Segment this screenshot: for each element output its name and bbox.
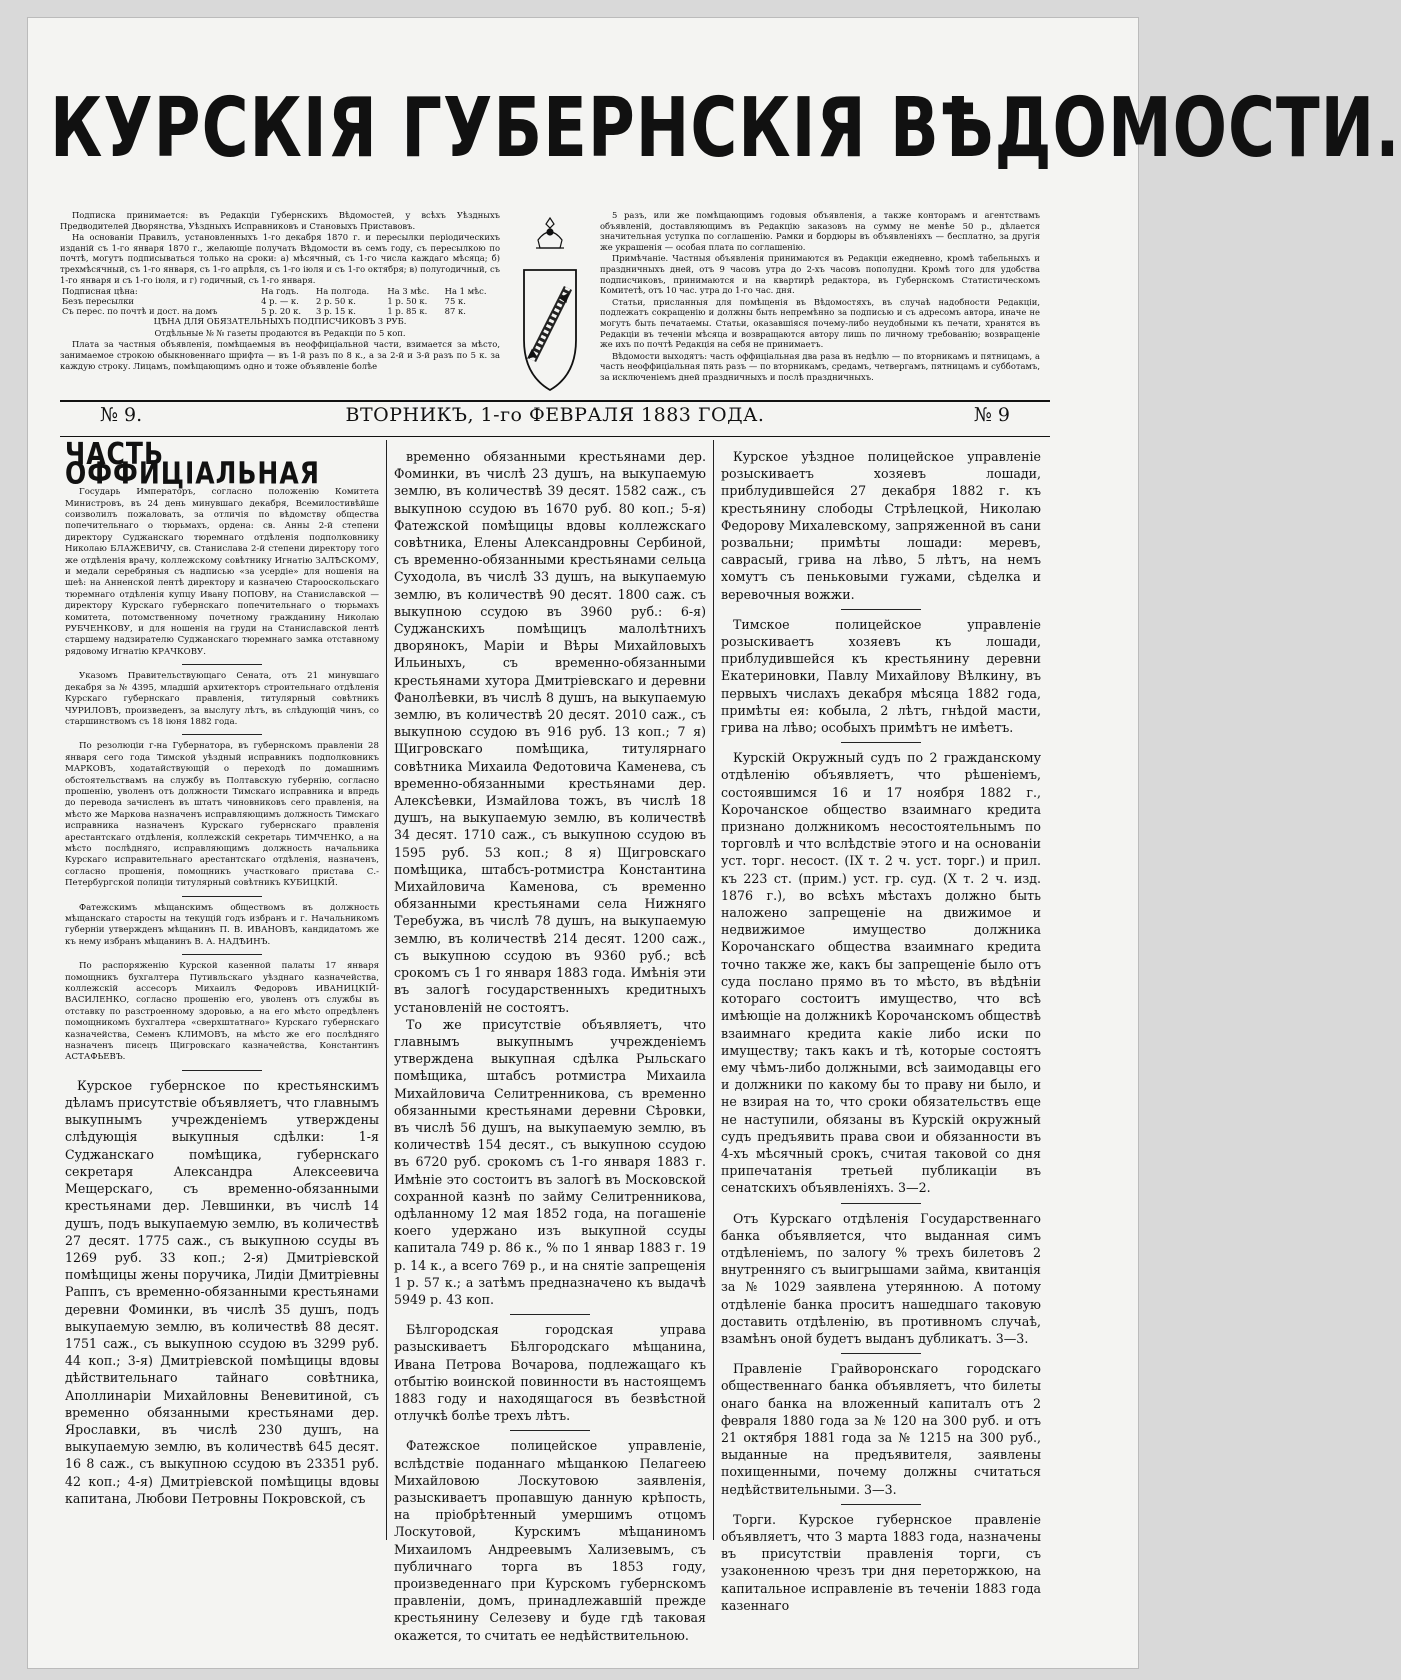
column-3 bbox=[721, 448, 1041, 1614]
separator bbox=[841, 609, 921, 610]
mandatory-price: ЦѢНА ДЛЯ ОБЯЗАТЕЛЬНЫХЪ ПОДПИСЧИКОВЪ 3 РУБ. bbox=[153, 316, 407, 327]
section-title: ЧАСТЬ ОФФИЦІАЛЬНАЯ bbox=[65, 436, 320, 490]
subscription-paragraph: Подписка принимается: въ Редакціи Губернскихъ Вѣдомостей, у всѣхъ Уѣздныхъ Предводителей Дворянства, Уѣздныхъ Исправниковъ и Становыхъ Приставовъ. bbox=[60, 210, 500, 231]
separator bbox=[510, 1314, 590, 1315]
issue-number-left: № 9. bbox=[100, 404, 143, 426]
price-row-label: Безъ пересылки bbox=[62, 296, 135, 307]
announcement: Отъ Курскаго отдѣленія Государственнаго банка объявляется, что выданная симъ отдѣленіемъ, по залогу % трехъ билетовъ 2 внутренняго съ выигрышами займа, квитанція за № 1029 заявлена утерянною. А потому отдѣленіе банка проситъ нашедшаго таковую доставить отдѣленію, въ противномъ случаѣ, взамѣнъ оной будетъ выданъ дубликатъ. 3—3. bbox=[721, 1210, 1041, 1346]
coat-of-arms-icon bbox=[510, 210, 590, 405]
announcement: Правленіе Грайворонскаго городскаго общественнаго банка объявляетъ, что билеты онаго банка на вложенный капиталъ отъ 2 февраля 1880 года за № 120 на 300 руб. и отъ 21 октября 1881 года за № 1215 на 300 руб., выданные на предъявителя, заявлены похищенными, почему должны считаться недѣйствительными. 3—3. bbox=[721, 1361, 1041, 1497]
publishing-info bbox=[600, 210, 1040, 384]
announcement: Тимское полицейское управленіе розыскиваетъ хозяевъ къ лошади, приблудившейся къ крестьянину деревни Екатериновки, Павлу Михайлову Вѣлкину, въ первыхъ числахъ декабря мѣсяца 1882 года, примѣты ея: кобыла, 2 лѣтъ, гнѣдой масти, грива на лѣво; особыхъ примѣтъ не имѣетъ. bbox=[721, 616, 1041, 736]
separator bbox=[841, 1504, 921, 1505]
dateline bbox=[60, 402, 1050, 432]
announcement: Фатежскимъ мѣщанскимъ обществомъ въ должность мѣщанскаго старосты на текущій годъ избранъ и г. Начальникомъ губерніи утвержденъ мѣщанинъ П. В. ИВАНОВЪ, кандидатомъ же къ нему избранъ мѣщанинъ В. А. НАДѢИНЪ. bbox=[65, 902, 379, 947]
price-title: Подписная цѣна: bbox=[62, 286, 138, 297]
announcement: Курскій Окружный судъ по 2 гражданскому отдѣленію объявляетъ, что рѣшеніемъ, состоявшимся 16 и 17 ноября 1882 г., Корочанское общество взаимнаго кредита признано должникомъ несостоятельнымъ по торговлѣ и что вслѣдствіе этого и на основаніи уст. торг. несост. (IX т. 2 ч. уст. торг.) и прил. къ 223 ст. (прим.) уст. гр. суд. (X т. 2 ч. изд. 1876 г.), во всѣхъ мѣстахъ должно быть наложено запрещеніе на движимое и недвижимое имущество должника Корочанскаго общества взаимнаго кредита точно также же, какъ бы запрещеніе было отъ суда послано прямо въ то мѣсто, въ вѣдѣніи котораго состоитъ имущество, что всѣ имѣющіе на должникѣ Корочанскомъ обществѣ взаимнаго кредита какіе либо иски по имуществу; такъ какъ и тѣ, которые состоятъ ему чѣмъ-либо должными, всѣ заимодавцы его и должники по какому бы то праву ни было, и не взирая на то, что сроки обязательствъ еще не наступили, обязаны въ Курскій окружный судъ предъявить права свои и обязанности въ 4-хъ мѣсячный срокъ, считая таковой со дня припечатанія третьей публикаціи въ сенатскихъ объявленіяхъ. 3—2. bbox=[721, 750, 1041, 1196]
price-row-label: Съ перес. по почтѣ и дост. на домъ bbox=[62, 306, 218, 317]
announcement: То же присутствіе объявляетъ, что главнымъ выкупнымъ учрежденіемъ утверждена выкупная сдѣлка Рыльскаго помѣщика, штабсъ ротмистра Михаила Михайловича Селитренникова, съ временно обязанными крестьянами деревни Сѣровки, въ числѣ 56 душъ, на выкупаемую землю, въ количествѣ 154 десят., съ выкупною ссудою въ 6720 руб. срокомъ съ 1-го января 1883 г. Имѣніе это состоитъ въ залогѣ въ Московской сохранной казнѣ по займу Селитренникова, одѣланному 12 мая 1852 года, на погашеніе коего удержано изъ выкупной ссуды капитала 749 р. 86 к., % по 1 январ 1883 г. 19 р. 14 к., а всего 769 р., и на снятіе запрещенія 1 р. 57 к.; а затѣмъ предназначено къ выдачѣ 5949 р. 43 коп. bbox=[394, 1016, 706, 1307]
publishing-paragraph: Примѣчаніе. Частныя объявленія принимаются въ Редакціи ежедневно, кромѣ табельныхъ и праздничныхъ дней, отъ 9 часовъ утра до 2-хъ часовъ пополудни. Кромѣ того для удобства подписчиковъ, принимаются и на квартирѣ редактора, въ Губернскомъ Статистическомъ Комитетѣ, отъ 10 час. утра до 1-го час. дня. bbox=[600, 253, 1040, 296]
announcement: Фатежское полицейское управленіе, вслѣдствіе поданнаго мѣщанкою Пелагеею Михайловою Лоскутовою заявленія, разыскиваетъ пропавшую данную крѣпость, на пріобрѣтенный умершимъ отцомъ Лоскутовой, Курскимъ мѣщаниномъ Михаиломъ Андреевымъ Хализевымъ, съ публичнаго торга въ 1853 году, произведеннаго при Курскомъ губернскомъ правленіи, домъ, принадлежавшій прежде крестьянину Селезеву и буде гдѣ таковая окажется, то считать ее недѣйствительною. bbox=[394, 1438, 706, 1643]
price-cell: 4 р. — к. bbox=[261, 296, 299, 307]
separator bbox=[182, 1070, 262, 1071]
subscription-info bbox=[60, 210, 500, 372]
separator bbox=[182, 954, 262, 955]
dateline-rule bbox=[60, 436, 1050, 437]
column-2 bbox=[394, 448, 706, 1644]
price-col-header: На 3 мѣс. bbox=[387, 286, 430, 297]
price-cell: 3 р. 15 к. bbox=[315, 306, 356, 317]
price-cell: 87 к. bbox=[444, 306, 466, 317]
column-divider bbox=[713, 440, 714, 1540]
announcement: По распоряженію Курской казенной палаты 17 января помощникъ бухгалтера Путивльскаго уѣзднаго казначейства, коллежскій ассесоръ Михаилъ Федоровъ ИВАНИЦКІЙ-ВАСИЛЕНКО, согласно прошенію его, уволенъ отъ службы въ отставку по разстроенному здоровью, а на его мѣсто опредѣленъ помощникомъ бухгалтера «сверхштатнаго» Курскаго губернскаго казначейства, Семенъ КЛИМОВЪ, на мѣсто же его послѣдняго назначенъ писецъ Щигровскаго казначейства, Константинъ АСТАФЬЕВЪ. bbox=[65, 961, 379, 1063]
separator bbox=[841, 1353, 921, 1354]
announcement: Указомъ Правительствующаго Сената, отъ 21 минувшаго декабря за № 4395, младшій архитекторъ строительнаго отдѣленія Курскаго губернскаго правленія, титулярный совѣтникъ ЧУРИЛОВЪ, произведенъ, за выслугу лѣтъ, въ слѣдующій чинъ, со старшинствомъ съ 18 іюня 1882 года. bbox=[65, 671, 379, 727]
publishing-paragraph: 5 разъ, или же помѣщающимъ годовыя объявленія, а также конторамъ и агентствамъ объявленій, доставляющимъ въ Редакцію заказовъ на сумму не менѣе 50 р., дѣлается значительная уступка по соглашенію. Рамки и бордюры въ объявленіяхъ — бесплатно, за другія же украшенія — особая плата по соглашенію. bbox=[600, 210, 1040, 252]
publishing-paragraph: Вѣдомости выходятъ: часть оффиціальная два раза въ недѣлю — по вторникамъ и пятницамъ, а часть неоффиціальная пять разъ — по вторникамъ, средамъ, четвергамъ, пятницамъ и субботамъ, за исключеніемъ дней праздничныхъ и послѣ праздничныхъ. bbox=[600, 350, 1040, 382]
announcements-small bbox=[65, 487, 379, 1071]
column-divider bbox=[386, 440, 387, 1540]
announcement: Торги. Курское губернское правленіе объявляетъ, что 3 марта 1883 года, назначены въ присутствіи правленія торги, съ узаконенною чрезъ три дня переторжкою, на капитальное исправленіе въ теченіи 1883 года казеннаго bbox=[721, 1511, 1041, 1613]
separator bbox=[182, 896, 262, 897]
issue-date: ВТОРНИКЪ, 1-го ФЕВРАЛЯ 1883 ГОДА. bbox=[345, 404, 765, 426]
price-col-header: На полгода. bbox=[315, 286, 370, 297]
price-col-header: На годъ. bbox=[261, 286, 299, 297]
publishing-paragraph: Статьи, присланныя для помѣщенія въ Вѣдомостяхъ, въ случаѣ надобности Редакціи, подлежатъ сокращенію и должны быть непремѣнно за подписью и съ адресомъ автора, иначе не могутъ быть печатаемы. Статьи, оказавшіяся почему-либо неудобными къ печати, хранятся въ Редакціи въ теченіи мѣсяца и возвращаются автору лишь по личному требованію; возвращеніе же ихъ по почтѣ Редакція на себя не принимаетъ. bbox=[600, 296, 1040, 350]
price-cell: 1 р. 85 к. bbox=[387, 306, 428, 317]
separator bbox=[182, 734, 262, 735]
announcement: Курское уѣздное полицейское управленіе розыскиваетъ хозяевъ лошади, приблудившейся 27 декабря 1882 г. къ крестьянину слободы Стрѣлецкой, Николаю Федорову Михалевскому, запряженной въ сани розвальни; примѣты лошади: меревъ, саврасый, грива на лѣво, 5 лѣтъ, на немъ хомутъ съ пеньковыми гужами, сѣделка и веревочныя вожжи. bbox=[721, 449, 1041, 602]
announcement: временно обязанными крестьянами дер. Фоминки, въ числѣ 23 душъ, на выкупаемую землю, въ количествѣ 39 десят. 1582 саж., съ выкупною ссудою въ 1670 руб. 80 коп.; 5-я) Фатежской помѣщицы вдовы коллежскаго совѣтника, Елены Александровны Сербиной, съ временно-обязанными крестьянами сельца Суходола, въ числѣ 33 душъ, на выкупаемую землю, въ количествѣ 90 десят. 1800 саж. съ выкупною ссудою въ 3960 руб.: 6-я) Суджанскихъ помѣщицъ малолѣтнихъ дворянокъ, Маріи и Вѣры Михайловыхъ Ильиныхъ, съ временно-обязанными крестьянами хутора Дмитріевскаго и деревни Фанолѣевки, въ числѣ 8 душъ, на выкупаемую землю, въ количествѣ 20 десят. 2010 саж., съ выкупною ссудою въ 916 руб. 13 коп.; 7 я) Щигровскаго помѣщика, титулярнаго совѣтника Михаила Федотовича Каменева, съ временно-обязанными крестьянами дер. Алексѣевки, Измайлова тожъ, въ числѣ 18 душъ, на выкупаемую землю, въ количествѣ 34 десят. 1710 саж., съ выкупною ссудою въ 1595 руб. 53 коп.; 8 я) Щигровскаго помѣщика, штабсъ-ротмистра Константина Михайловича Каменова, съ временно обязанными крестьянами села Нижняго Теребужа, въ числѣ 78 душъ, на выкупаемую землю, въ количествѣ 214 десят. 1200 саж., съ выкупною ссудою въ 9360 руб.; всѣ срокомъ съ 1 го января 1883 года. Имѣнія эти въ залогѣ государственныхъ кредитныхъ установленій не состоятъ. bbox=[394, 449, 706, 1015]
announcement: По резолюціи г-на Губернатора, въ губернскомъ правленіи 28 января сего года Тимской уѣздный исправникъ подполковникъ МАРКОВЪ, ходатайствующій о переходѣ по домашнимъ обстоятельствамъ на службу въ Полтавскую губернію, согласно прошенію, уволенъ отъ должности Тимскаго исправника и впредь до перевода зачисленъ въ штатъ чиновниковъ сего правленія, на мѣсто же Маркова назначенъ исправляющимъ должность Тимскаго исправника назначенъ Курскаго губернскаго правленія арестантскаго отдѣленія, коллежскій секретарь ТИМЧЕНКО, а на мѣсто послѣдняго, исправляющимъ должность начальника Курскаго исправительнаго арестантскаго отдѣленія, назначенъ, согласно прошенія, помощникъ участковаго пристава С.-Петербургской полиціи титулярный совѣтникъ КУБИЦКІЙ. bbox=[65, 741, 379, 889]
announcements-large bbox=[65, 1077, 379, 1507]
announcement: Государь Императоръ, согласно положенію Комитета Министровъ, въ 24 день минувшаго декабря, Всемилостивѣйше соизволилъ пожаловать, за отличія по вѣдомству общества попечительнаго о тюрьмахъ, ордена: св. Анны 2-й степени директору Суджанскаго тюремнаго отдѣленія подполковнику Николаю БЛАЖЕВИЧУ, св. Станислава 2-й степени директору того же отдѣленія врачу, коллежскому совѣтнику Игнатію ЗАЛѢСКОМУ, и медали серебряныя съ надписью «за усердіе» для ношенія на шеѣ: на Анненской лентѣ директору и казначею Старооскольскаго тюремнаго отдѣленія купцу Ивану ПОПОВУ, на Станиславской — директору Курскаго губернскаго попечительнаго о тюрьмахъ комитета, потомственному почетному гражданину Николаю РУБЧЕНКОВУ, и для ношенія на груди на Станиславской лентѣ старшему надзирателю Суджанскаго тюремнаго замка отставному рядовому Игнатію КРАЧКОВУ. bbox=[65, 487, 379, 657]
subscription-paragraph: На основаніи Правилъ, установленныхъ 1-го декабря 1870 г. и пересылки періодическихъ изданій съ 1-го января 1870 г., желающіе получать Вѣдомости въ семъ году, съ пересылкою по почтѣ, могутъ подписываться только на сроки: а) мѣсячный, съ 1-го числа каждаго мѣсяца; б) трехмѣсячный, съ 1-го января, съ 1-го апрѣля, съ 1-го іюля и съ 1-го октября; в) полугодичный, съ 1-го января и съ 1-го іюля, и г) годичный, съ 1-го января. bbox=[60, 232, 500, 285]
ad-rates: Плата за частныя объявленія, помѣщаемыя въ неоффиціальной части, взимается за мѣсто, занимаемое строкою обыкновеннаго шрифта — въ 1-й разъ по 8 к., а за 2-й и 3-й разъ по 5 к. за каждую строку. Лицамъ, помѣщающимъ одно и тоже объявленіе болѣе bbox=[60, 339, 500, 371]
separator bbox=[841, 1203, 921, 1204]
masthead-title: КУРСКІЯ ГУБЕРНСКІЯ ВѢДОМОСТИ. bbox=[50, 81, 1401, 177]
separator bbox=[182, 664, 262, 665]
single-issue-price: Отдѣльные № № газеты продаются въ Редакціи по 5 коп. bbox=[154, 327, 406, 338]
price-cell: 5 р. 20 к. bbox=[261, 306, 302, 317]
price-cell: 75 к. bbox=[444, 296, 466, 307]
column-1 bbox=[65, 436, 379, 1507]
announcement: Бѣлгородская городская управа разыскиваетъ Бѣлгородскаго мѣщанина, Ивана Петрова Вочарова, подлежащаго къ отбытію воинской повинности въ настоящемъ 1883 году и находящагося въ безвѣстной отлучкѣ болѣе трехъ лѣтъ. bbox=[394, 1322, 706, 1424]
price-table bbox=[60, 286, 500, 316]
separator bbox=[841, 742, 921, 743]
announcement: Курское губернское по крестьянскимъ дѣламъ присутствіе объявляетъ, что главнымъ выкупнымъ учрежденіемъ утверждены слѣдующія выкупныя сдѣлки: 1-я Суджанскаго помѣщика, губернскаго секретаря Александра Алексеевича Мещерскаго, съ временно-обязанными крестьянами дер. Левшинки, въ числѣ 14 душъ, подъ выкупаемую землю, въ количествѣ 27 десят. 1775 саж., съ выкупною ссуды въ 1269 руб. 33 коп.; 2-я) Дмитріевской помѣщицы жены поручика, Лидіи Дмитріевны Раппъ, съ временно-обязанными крестьянами деревни Фоминки, въ числѣ 35 душъ, подъ выкупаемую землю, въ количествѣ 88 десят. 1751 саж., съ выкупною ссудою въ 3299 руб. 44 коп.; 3-я) Дмитріевской помѣщицы вдовы дѣйствительнаго тайнаго совѣтника, Аполлинаріи Михайловны Веневитиной, съ временно обязанными крестьянами дер. Ярославки, въ числѣ 230 душъ, на выкупаемую землю, въ количествѣ 645 десят. 16 8 саж., съ выкупною ссудою въ 23351 руб. 42 коп.; 4-я) Дмитріевской помѣщицы вдовы капитана, Любови Петровны Покровской, съ bbox=[65, 1077, 379, 1506]
separator bbox=[510, 1430, 590, 1431]
price-cell: 2 р. 50 к. bbox=[315, 296, 356, 307]
price-cell: 1 р. 50 к. bbox=[387, 296, 428, 307]
issue-number-right: № 9 bbox=[973, 404, 1010, 426]
price-col-header: На 1 мѣс. bbox=[444, 286, 487, 297]
